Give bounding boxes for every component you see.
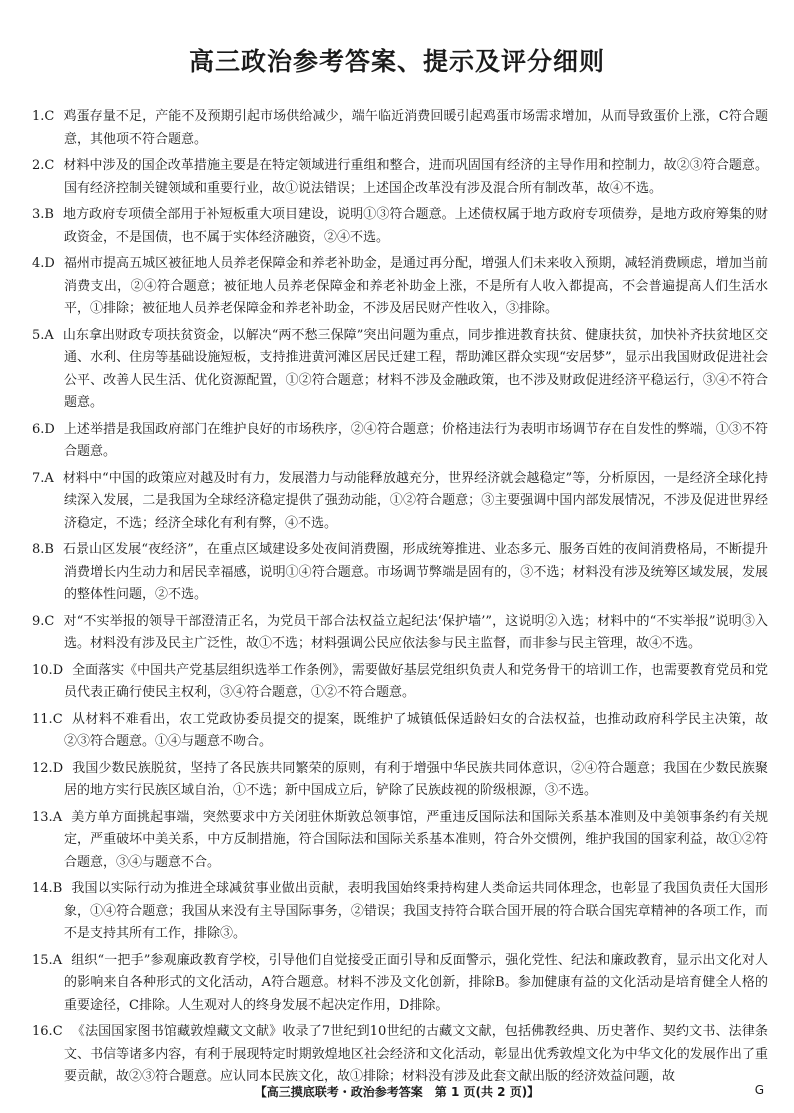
- answer-number: 16.: [32, 1024, 53, 1039]
- answer-explanation: 地方政府专项债全部用于补短板重大项目建设，说明①③符合题意。上述债权属于地方政府专项债券，是地方政府筹集的财政资金，不是国债，也不属于实体经济融资，②④不选。: [62, 207, 768, 245]
- answer-explanation: 对“不实举报的领导干部澄清正名，为党员干部合法权益立起纪法‘保护墙’”，这说明②入选；材料中的“不实举报”说明③入选。材料没有涉及民主广泛性，故①不选；材料强调公民应依法参与民主监督，而非参与民主管理，故④不选。: [63, 613, 768, 651]
- answer-number: 10.: [32, 662, 53, 678]
- answer-choice: A: [52, 952, 63, 968]
- answer-explanation: 《法国国家图书馆藏敦煌藏文文献》收录了7世纪到10世纪的古藏文文献，包括佛教经典、历史著作、契约文书、法律条文、书信等诸多内容，有利于展现特定时期敦煌地区社会经济和文化活动，彰显出优秀敦煌文化为中华文化的发展作出了重要贡献，故②③符合题意。应认同本民族文化，故①排除；材料没有涉及此套文献出版的经济效益问题，故: [64, 1024, 768, 1084]
- answer-item: [32, 807, 768, 875]
- answer-item: [32, 1021, 768, 1089]
- answer-choice: D: [52, 662, 64, 678]
- answer-choice: A: [52, 809, 63, 825]
- answer-number: 15.: [32, 952, 53, 968]
- page-footer: 【高三摸底联考・政治参考答案 第 1 页(共 2 页)】: [254, 1085, 540, 1099]
- answer-explanation: 石景山区发展“夜经济”，在重点区域建设多处夜间消费圈，形成统筹推进、业态多元、服务百姓的夜间消费格局，不断提升消费增长内生动力和居民幸福感，说明①④符合题意。市场调节弊端是固有的，③不选；材料没有涉及统筹区域发展，发展的整体性问题，②不选。: [62, 542, 768, 602]
- answer-number: 1.: [32, 109, 45, 124]
- answer-number: 8.: [32, 542, 45, 557]
- page-title: 高三政治参考答案、提示及评分细则: [188, 47, 605, 76]
- answer-number: 2.: [32, 158, 45, 173]
- answer-choice: A: [44, 327, 54, 343]
- footer-code: G: [754, 1083, 764, 1097]
- answer-number: 7.: [32, 470, 45, 486]
- answer-item: [32, 419, 768, 464]
- answer-choice: D: [44, 421, 55, 437]
- answer-item: [32, 155, 768, 200]
- answer-number: 14.: [32, 881, 53, 896]
- answer-explanation: 全面落实《中国共产党基层组织选举工作条例》，需要做好基层党组织负责人和党务骨干的培训工作，也需要教育党员和党员代表正确行使民主权利，③④符合题意，①②不符合题意。: [64, 662, 768, 700]
- answer-choice: C: [52, 1024, 63, 1039]
- answer-choice: D: [44, 256, 55, 271]
- answer-item: [32, 660, 768, 705]
- answer-choice: B: [52, 881, 63, 896]
- answer-explanation: 从材料不难看出，农工党政协委员提交的提案，既维护了城镇低保适龄妇女的合法权益，也推动政府科学民主决策，故②③符合题意。①④与题意不吻合。: [64, 711, 768, 749]
- answer-item: [32, 468, 768, 536]
- answer-number: 3.: [32, 207, 45, 222]
- answer-item: [32, 950, 768, 1018]
- answer-explanation: 福州市提高五城区被征地人员养老保障金和养老补助金，是通过再分配，增强人们未来收入预期，减轻消费顾虑，增加当前消费支出，②④符合题意；被征地人员养老保障金和养老补助金上涨，不是所有人收入都提高，不会普遍提高人们生活水平，①排除；被征地人员养老保障金和养老补助金，不涉及居民财产性收入，③排除。: [63, 256, 768, 316]
- answer-item: [32, 709, 768, 754]
- answer-explanation: 材料中涉及的国企改革措施主要是在特定领域进行重组和整合，进而巩固国有经济的主导作用和控制力，故②③符合题意。国有经济控制关键领域和重要行业，故①说法错误；上述国企改革没有涉及混合所有制改革，故④不选。: [63, 158, 768, 196]
- answer-choice: C: [44, 109, 55, 124]
- answer-number: 4.: [32, 256, 45, 271]
- answer-explanation: 美方单方面挑起事端，突然要求中方关闭驻休斯敦总领事馆，严重违反国际法和国际关系基本准则及中美领事条约有关规定，严重破坏中美关系，中方反制措施，符合国际法和国际关系基本准则，符合外交惯例，维护我国的国家利益，故①②符合题意，③④与题意不合。: [64, 809, 768, 870]
- answer-number: 9.: [32, 613, 45, 629]
- answer-choice: C: [52, 711, 63, 727]
- answer-explanation: 我国少数民族脱贫，坚持了各民族共同繁荣的原则，有利于增强中华民族共同体意识，②④符合题意；我国在少数民族聚居的地方实行民族区域自治，①不选；新中国成立后，铲除了民族歧视的阶级根源，③不选。: [64, 760, 768, 798]
- answer-choice: B: [44, 207, 54, 222]
- answer-explanation: 山东拿出财政专项扶贫资金，以解决“两不愁三保障”突出问题为重点，同步推进教育扶贫、健康扶贫，加快补齐扶贫地区交通、水利、住房等基础设施短板，支持推进黄河滩区居民迁建工程，帮助滩区群众实现“安居梦”，显示出我国财政促进社会公平、改善人民生活、优化资源配置，①②符合题意；材料不涉及金融政策，也不涉及财政促进经济平稳运行，③④不符合题意。: [62, 327, 768, 410]
- answer-number: 12.: [32, 760, 53, 776]
- answer-item: [32, 106, 768, 151]
- answer-choice: C: [44, 158, 55, 173]
- answer-number: 6.: [32, 421, 45, 437]
- answer-choice: A: [44, 470, 54, 486]
- answer-number: 5.: [32, 327, 45, 343]
- answer-number: 13.: [32, 809, 53, 825]
- answer-item: [32, 325, 768, 415]
- answer-choice: D: [52, 760, 64, 776]
- answer-choice: B: [44, 542, 54, 557]
- answer-number: 11.: [32, 711, 53, 727]
- answer-explanation: 我国以实际行动为推进全球减贫事业做出贡献，表明我国始终秉持构建人类命运共同体理念，也彰显了我国负责任大国形象，①④符合题意；我国从来没有主导国际事务，②错误；我国支持符合联合国开展的符合联合国宪章精神的各项工作，而不是支持其所有工作，排除③。: [64, 881, 768, 941]
- answer-explanation: 组织“一把手”参观廉政教育学校，引导他们自觉接受正面引导和反面警示，强化党性、纪法和廉政教育，显示出文化对人的影响来自各种形式的文化活动，A符合题意。材料不涉及文化创新，排除B。参加健康有益的文化活动是培育健全人格的重要途径，C排除。人生观对人的终身发展不起决定作用，D排除。: [64, 952, 768, 1013]
- answer-item: [32, 539, 768, 607]
- answer-item: [32, 611, 768, 656]
- answer-item: [32, 878, 768, 946]
- answer-explanation: 材料中“中国的政策应对越及时有力，发展潜力与动能释放越充分，世界经济就会越稳定”等，分析原因，一是经济全球化持续深入发展，二是我国为全球经济稳定提供了强劲动能，①②符合题意；③主要强调中国内部发展情况，不涉及促进世界经济稳定，不选；经济全球化有利有弊，④不选。: [62, 470, 768, 531]
- answer-list: [32, 106, 768, 1093]
- answer-choice: C: [44, 613, 55, 629]
- answer-explanation: 上述举措是我国政府部门在维护良好的市场秩序，②④符合题意；价格违法行为表明市场调节存在自发性的弊端，①③不符合题意。: [63, 421, 768, 459]
- answer-item: [32, 253, 768, 321]
- answer-explanation: 鸡蛋存量不足，产能不及预期引起市场供给减少，端午临近消费回暖引起鸡蛋市场需求增加，从而导致蛋价上涨，C符合题意，其他项不符合题意。: [63, 109, 768, 147]
- answer-item: [32, 758, 768, 803]
- answer-item: [32, 204, 768, 249]
